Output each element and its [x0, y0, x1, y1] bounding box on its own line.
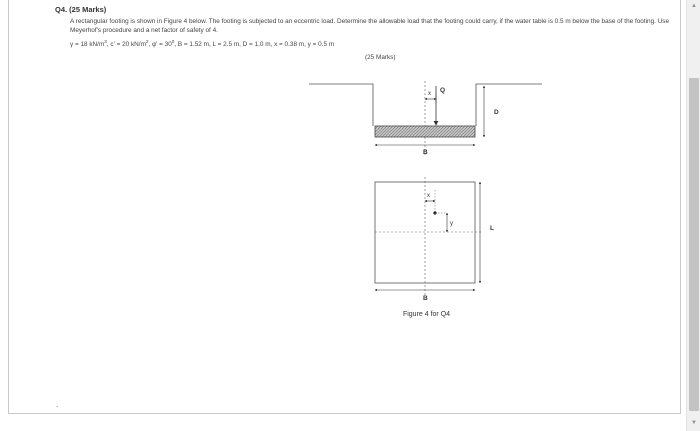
param-gamma: γ = 18 kN/m — [70, 41, 105, 48]
d-label: D — [494, 109, 499, 116]
ground-line-left — [309, 84, 373, 126]
footing-diagram — [287, 67, 566, 335]
scroll-thumb[interactable] — [689, 78, 699, 411]
figure-4 — [287, 67, 566, 335]
scroll-down-icon[interactable]: ▼ — [691, 420, 697, 426]
param-phi: , φ' = 30 — [148, 41, 172, 48]
param-phi-exp: 0 — [171, 39, 175, 44]
b-label-section: B — [423, 149, 428, 156]
b-label-plan: B — [423, 295, 428, 302]
figure-caption: Figure 4 for Q4 — [402, 311, 451, 318]
marks-label: (25 Marks) — [365, 54, 396, 61]
param-c: , c' = 20 kN/m — [106, 41, 146, 48]
parameters-line — [70, 39, 334, 48]
ground-line-right — [476, 84, 542, 126]
param-gamma-exp: 3 — [104, 39, 107, 44]
x-label-section: x — [428, 91, 431, 97]
document-page — [8, 0, 681, 414]
param-rest: , B = 1.52 m, L = 2.5 m, D = 1.0 m, x = 0.38 m, y = 0.5 m — [174, 41, 335, 48]
vertical-scrollbar[interactable] — [686, 0, 700, 431]
footing-section — [375, 126, 475, 137]
question-title: Q4. (25 Marks) — [55, 5, 107, 14]
q-label: Q — [440, 87, 446, 94]
scroll-up-icon[interactable]: ▲ — [691, 3, 697, 9]
end-marker: . — [56, 400, 59, 409]
x-label-plan: x — [427, 193, 430, 199]
y-label-plan: y — [450, 221, 453, 227]
l-label: L — [490, 225, 494, 232]
question-text: A rectangular footing is shown in Figure 4 below. The footing is subjected to an eccentric load. Determine the allowable load that the footing could carry, if the water table is 0.5 m below the base of the footing. Use Meyerhof's procedure and a net factor of safety of 4. — [70, 18, 670, 34]
param-c-exp: 2 — [145, 39, 149, 44]
